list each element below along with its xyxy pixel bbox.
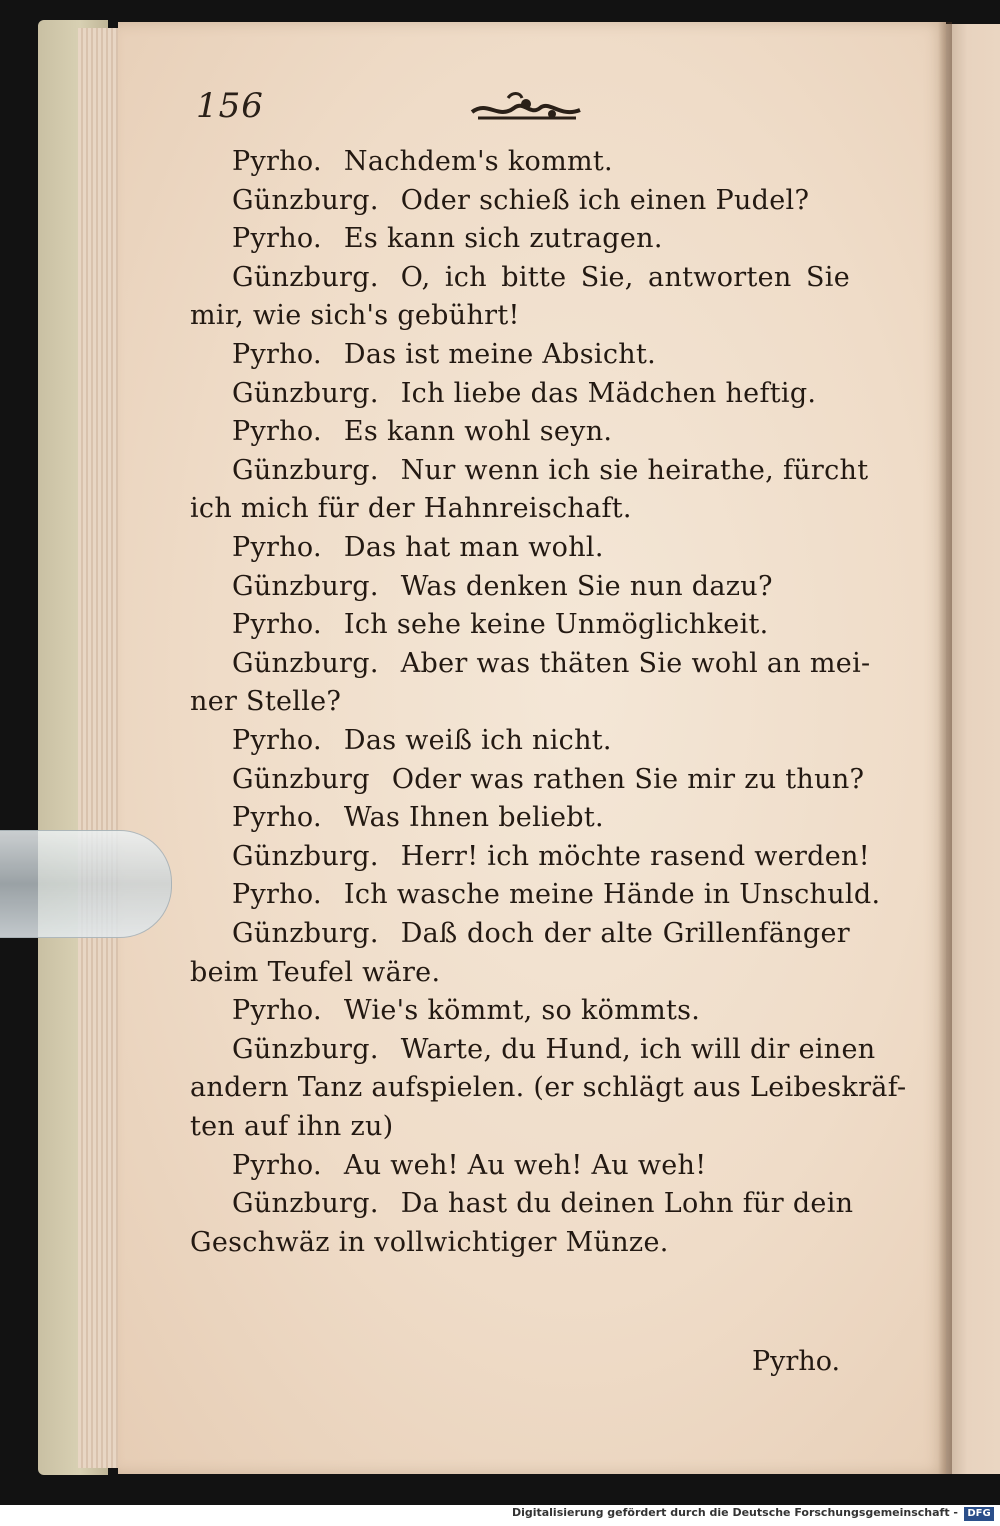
speech-text: Aber was thäten Sie wohl an mei-: [400, 647, 871, 679]
speech-text: Ich liebe das Mädchen heftig.: [400, 377, 817, 409]
dfg-logo: DFG: [964, 1507, 994, 1521]
speaker-name: Günzburg.: [232, 570, 379, 602]
dialogue-continuation: Geschwäz in vollwichtiger Münze.: [190, 1226, 669, 1258]
speaker-name: Pyrho.: [232, 146, 322, 177]
dialogue-continuation: beim Teufel wäre.: [190, 956, 441, 988]
speaker-name: Pyrho.: [232, 725, 322, 756]
dialogue-continuation: andern Tanz aufspielen. (er schlägt aus Leibeskräf-: [190, 1072, 907, 1104]
dialogue-line: [232, 1150, 706, 1181]
dialogue-line: [232, 1033, 876, 1065]
speech-text: Au weh! Au weh! Au weh!: [343, 1149, 707, 1181]
speaker-name: Pyrho.: [232, 223, 322, 255]
dialogue-line: [232, 995, 700, 1026]
page-header: [196, 86, 856, 136]
speech-text: Das weiß ich nicht.: [343, 725, 612, 756]
speaker-name: Pyrho.: [232, 1149, 322, 1181]
speech-text: Es kann sich zutragen.: [343, 223, 663, 255]
speech-text: Herr! ich möchte rasend werden!: [400, 840, 870, 872]
speech-text: Nur wenn ich sie heirathe, fürcht: [400, 454, 869, 486]
speaker-name: Pyrho.: [232, 609, 322, 641]
dialogue-line: [232, 378, 816, 409]
speaker-name: Pyrho.: [232, 879, 322, 911]
speech-text: Warte, du Hund, ich will dir einen: [400, 1033, 876, 1065]
speech-text: Es kann wohl seyn.: [343, 416, 613, 448]
speaker-name: Günzburg.: [232, 184, 379, 216]
speaker-name: Pyrho.: [232, 339, 322, 370]
speaker-name: Günzburg.: [232, 1033, 379, 1065]
speech-text: Da hast du deinen Lohn für dein: [400, 1188, 854, 1220]
speaker-name: Günzburg: [232, 763, 370, 795]
page-clip: [0, 830, 172, 938]
dialogue-line: [232, 725, 612, 756]
speaker-name: Günzburg.: [232, 377, 379, 409]
speaker-name: Pyrho.: [232, 532, 322, 563]
speech-text: Das ist meine Absicht.: [343, 339, 656, 370]
dialogue-line: [232, 879, 880, 910]
speaker-name: Günzburg.: [232, 647, 379, 679]
dialogue-line: [232, 146, 613, 177]
funding-credit: Digitalisierung gefördert durch die Deutsche Forschungsgemeinschaft -: [511, 1506, 958, 1519]
dialogue-line: [232, 918, 850, 949]
speech-text: Oder schieß ich einen Pudel?: [400, 184, 810, 216]
speaker-name: Günzburg.: [232, 918, 379, 949]
ornament-icon: [468, 90, 588, 130]
dialogue-line: [232, 609, 769, 640]
speaker-name: Pyrho.: [232, 802, 322, 834]
dialogue-continuation: ten auf ihn zu): [190, 1111, 394, 1142]
speaker-name: Günzburg.: [232, 1188, 379, 1220]
dialogue-continuation: ner Stelle?: [190, 686, 342, 718]
speech-text: Oder was rathen Sie mir zu thun?: [391, 763, 865, 795]
speech-text: Ich wasche meine Hände in Unschuld.: [343, 879, 881, 911]
speech-text: Daß doch der alte Grillenfänger: [400, 918, 850, 949]
speaker-name: Günzburg.: [232, 454, 379, 486]
speaker-name: Günzburg.: [232, 840, 379, 872]
speaker-name: Pyrho.: [232, 995, 322, 1027]
speech-text: Nachdem's kommt.: [343, 146, 613, 177]
dialogue-continuation: ich mich für der Hahnreischaft.: [190, 493, 632, 525]
dialogue-line: [232, 647, 871, 679]
dialogue-continuation: mir, wie sich's gebührt!: [190, 300, 520, 332]
speech-text: Ich sehe keine Unmöglichkeit.: [343, 609, 769, 641]
speech-text: Was Ihnen beliebt.: [343, 802, 604, 834]
dialogue-line: [232, 532, 604, 563]
dialogue-line: [232, 1188, 854, 1220]
dialogue-line: [232, 339, 656, 370]
speaker-name: Pyrho.: [232, 416, 322, 448]
dialogue-line: [232, 802, 604, 833]
speech-text: Was denken Sie nun dazu?: [400, 570, 773, 602]
speech-text: O, ich bitte Sie, antworten Sie: [400, 261, 850, 293]
speaker-name: Günzburg.: [232, 261, 379, 293]
dialogue-line: [232, 262, 850, 293]
dialogue-line: [232, 764, 864, 795]
dialogue-line: [232, 841, 870, 872]
dialogue-line: [232, 416, 612, 447]
speech-text: Wie's kömmt, so kömmts.: [343, 995, 701, 1027]
dialogue-line: [232, 223, 663, 254]
dialogue-line: [232, 185, 809, 216]
dialogue-line: [232, 571, 773, 602]
page-number: 156: [196, 86, 264, 126]
speech-text: Das hat man wohl.: [343, 532, 604, 563]
facing-page: [946, 24, 1000, 1474]
spine-shadow: [938, 22, 952, 1474]
dialogue-line: [232, 454, 869, 486]
catchword: Pyrho.: [752, 1346, 841, 1377]
